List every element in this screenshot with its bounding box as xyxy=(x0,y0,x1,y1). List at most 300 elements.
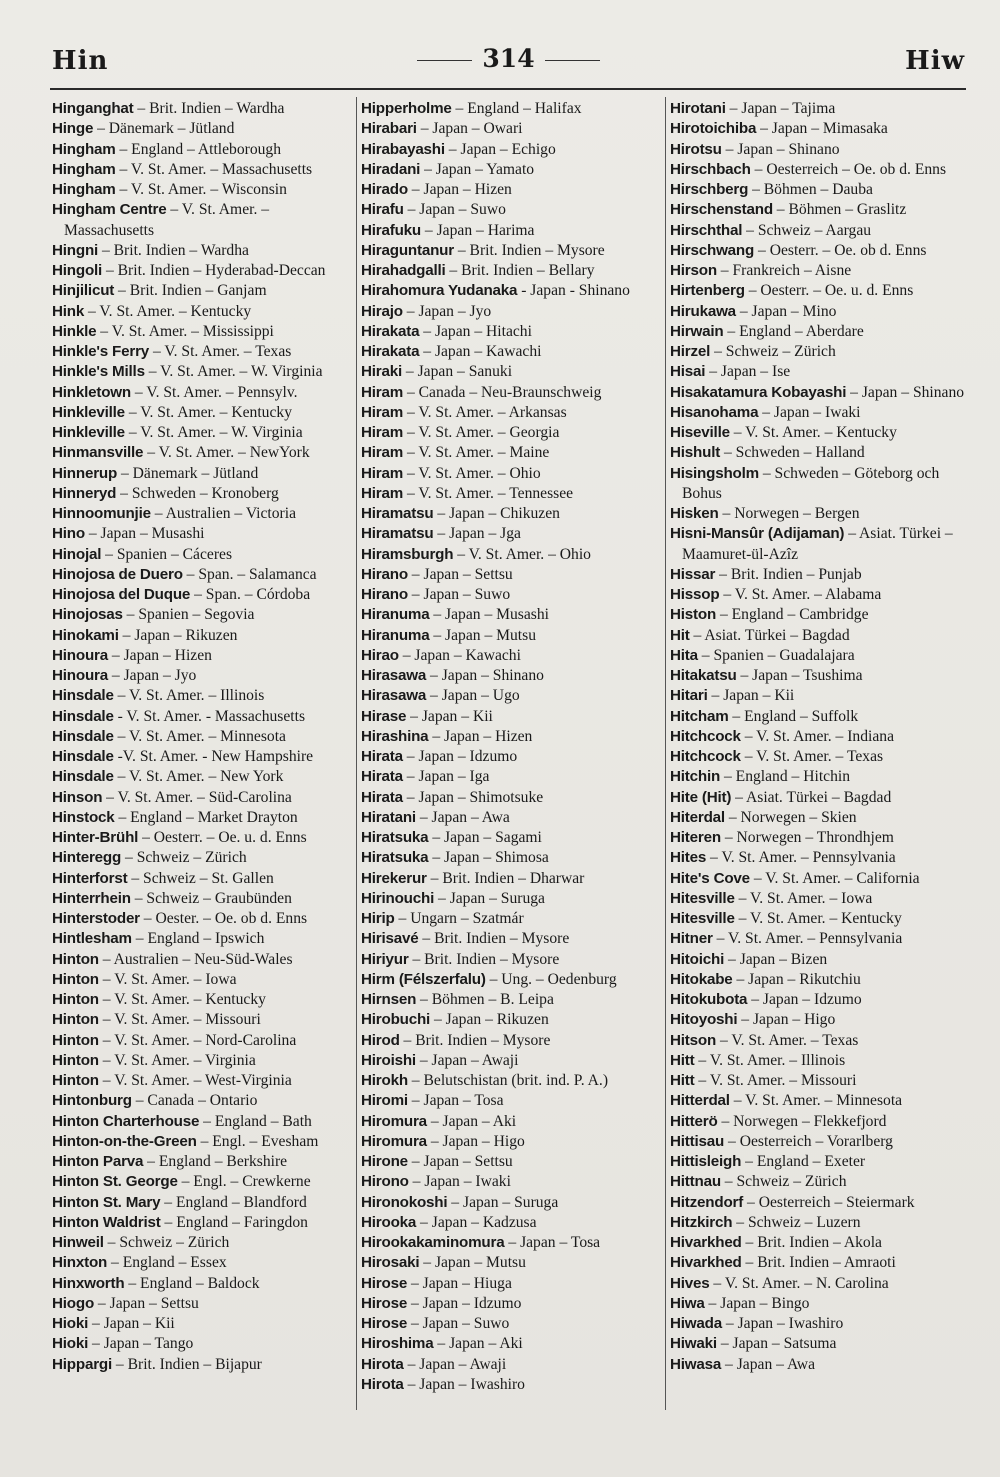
entry-location: – V. St. Amer. – New York xyxy=(113,768,284,786)
entry-location: – Japan – Jyo xyxy=(402,302,492,320)
entry-name: Hinjilicut xyxy=(52,282,115,300)
entry-name: Hinton St. Mary xyxy=(52,1193,161,1211)
entry xyxy=(361,180,663,200)
entry-name: Hitson xyxy=(670,1031,717,1049)
entry xyxy=(361,565,663,585)
entry-location: – Oesterr. – Oe. u. d. Enns xyxy=(138,829,307,846)
entry-name: Hirinouchi xyxy=(361,889,435,907)
entry-location: – V. St. Amer. – Ohio xyxy=(403,464,541,482)
header-dash-right xyxy=(545,60,600,61)
entry-location: – Norwegen – Skien xyxy=(724,808,857,826)
entry xyxy=(361,747,663,767)
entry-name: Hinweil xyxy=(52,1234,104,1251)
entry-location: - Japan - Shinano xyxy=(517,282,630,300)
entry-name: Hiteren xyxy=(670,829,721,846)
entry-name: Hittnau xyxy=(670,1173,721,1191)
entry xyxy=(670,646,970,666)
entry xyxy=(52,524,354,544)
entry-name: Hinkleville xyxy=(52,424,125,441)
entry xyxy=(670,929,970,949)
entry xyxy=(670,707,970,727)
entry-location: – V. St. Amer. – Iowa xyxy=(98,970,237,988)
entry-name: Hites xyxy=(670,849,707,867)
entry-location: – V. St. Amer. – Minnesota xyxy=(113,727,286,745)
entry-name: Hirokh xyxy=(361,1072,408,1089)
entry xyxy=(670,1334,970,1354)
entry xyxy=(52,464,354,484)
entry-name: Hirose xyxy=(361,1274,408,1292)
entry-name: Hirson xyxy=(670,262,717,279)
entry-name: Hiram xyxy=(361,403,404,421)
entry xyxy=(670,464,970,505)
entry xyxy=(52,1132,354,1152)
entry-name: Hirookakaminomura xyxy=(361,1234,505,1251)
entry-name: Hingoli xyxy=(52,262,103,279)
page-number: 314 xyxy=(482,44,535,73)
entry xyxy=(52,686,354,706)
entry-name: Hiriyur xyxy=(361,950,409,968)
entry xyxy=(670,1051,970,1071)
entry xyxy=(361,1294,663,1314)
entry-location: – Brit. Indien – Bijapur xyxy=(112,1355,262,1373)
entry-location: – England – Market Drayton xyxy=(114,808,298,826)
entry-name: Hiratsuka xyxy=(361,849,429,867)
entry-name: Hiram xyxy=(361,444,404,462)
entry xyxy=(361,362,663,382)
entry-name: Hirosaki xyxy=(361,1254,420,1272)
entry-location: – V. St. Amer. – Pennsylvania xyxy=(712,930,903,948)
entry-name: Hinxworth xyxy=(52,1274,125,1292)
entry xyxy=(361,707,663,727)
entry-location: – Japan – Hiuga xyxy=(407,1274,512,1292)
entry xyxy=(52,808,354,828)
entry xyxy=(670,241,970,261)
entry-name: Hissop xyxy=(670,586,720,603)
entry-location: – V. St. Amer. – Missouri xyxy=(98,1011,261,1029)
entry xyxy=(361,221,663,241)
entry-location: – Engl. – Crewkerne xyxy=(177,1173,311,1191)
entry-location: – Ungarn – Szatmár xyxy=(394,910,524,927)
entry xyxy=(52,1091,354,1111)
entry-name: Hirschenstand xyxy=(670,201,773,219)
entry-name: Hiromura xyxy=(361,1132,427,1150)
entry xyxy=(361,322,663,342)
entry xyxy=(52,889,354,909)
entry-name: Hinsdale xyxy=(52,768,114,786)
entry-name: Hittisau xyxy=(670,1132,725,1150)
entry-name: Hinton-on-the-Green xyxy=(52,1132,197,1150)
entry-location: – Spanien – Cáceres xyxy=(101,545,233,563)
entry xyxy=(52,322,354,342)
entry-location: – Japan – Sagami xyxy=(428,829,542,846)
entry-name: Hirnsen xyxy=(361,991,417,1008)
entry xyxy=(670,828,970,848)
entry xyxy=(361,889,663,909)
entry-name: Hinson xyxy=(52,788,103,806)
entry-name: Hipperholme xyxy=(361,100,452,117)
entry-name: Hirip xyxy=(361,910,395,927)
entry-location: – Japan – Kii xyxy=(707,687,795,705)
entry-location: – Japan – Bingo xyxy=(704,1294,810,1312)
entry-location: – Japan – Awaji xyxy=(403,1355,507,1373)
entry-location: – Schweiz – Zürich xyxy=(710,343,836,360)
entry xyxy=(670,970,970,990)
entry xyxy=(670,180,970,200)
entry xyxy=(361,241,663,261)
entry-location: – Japan – Jga xyxy=(433,525,521,543)
entry-name: Hirafu xyxy=(361,201,404,219)
entry-name: Histon xyxy=(670,606,717,624)
entry xyxy=(361,605,663,625)
entry-location: – Japan – Tosa xyxy=(407,1092,504,1110)
entry-location: – Japan – Kadzusa xyxy=(416,1213,537,1231)
entry xyxy=(361,1314,663,1334)
entry-name: Hirono xyxy=(361,1173,409,1191)
entry-name: Hissar xyxy=(670,565,716,583)
entry xyxy=(670,1193,970,1213)
entry xyxy=(361,585,663,605)
entry-location: – England – Cambridge xyxy=(716,606,869,624)
entry xyxy=(670,383,970,403)
entry-name: Hirisavé xyxy=(361,930,419,948)
entry-location: – V. St. Amer. – Nord-Carolina xyxy=(98,1031,297,1049)
entry-location: – Japan – Rikuzen xyxy=(430,1011,549,1029)
entry-location: – England – Suffolk xyxy=(728,707,859,725)
entry-location: – Dänemark – Jütland xyxy=(93,120,235,138)
entry xyxy=(361,1010,663,1030)
entry-name: Hirotoichiba xyxy=(670,120,757,138)
entry xyxy=(670,1132,970,1152)
page-header xyxy=(52,40,965,86)
entry-location: – Japan – Aki xyxy=(426,1112,517,1130)
entry-name: Hirabayashi xyxy=(361,140,445,158)
entry xyxy=(361,1233,663,1253)
entry-name: Hinxton xyxy=(52,1254,108,1272)
entry-name: Hishult xyxy=(670,444,721,462)
entry-location: – Japan – Ugo xyxy=(426,687,520,705)
entry-location: – V. St. Amer. – West-Virginia xyxy=(98,1072,292,1089)
entry-name: Hisai xyxy=(670,363,706,381)
entry-name: Hinkle xyxy=(52,322,97,340)
entry xyxy=(670,1233,970,1253)
entry-name: Hirzel xyxy=(670,343,711,360)
entry-location: – Japan – Iwaki xyxy=(408,1173,511,1191)
entry-name: Hiwada xyxy=(670,1315,722,1332)
entry-location: – Australien – Neu-Süd-Wales xyxy=(98,950,293,968)
entry-name: Hiwasa xyxy=(670,1355,722,1373)
entry-location: – England – Ipswich xyxy=(131,930,265,948)
entry xyxy=(361,626,663,646)
entry-name: Hinsdale xyxy=(52,727,114,745)
entry xyxy=(361,504,663,524)
entry-name: Hinter-Brühl xyxy=(52,829,139,846)
entry-location: – Böhmen – Dauba xyxy=(748,181,873,198)
entry xyxy=(361,848,663,868)
entry xyxy=(52,1213,354,1233)
entry-location: – V. St. Amer. – Massachusetts xyxy=(115,160,313,178)
entry xyxy=(361,1031,663,1051)
entry-name: Hitzkirch xyxy=(670,1213,733,1231)
entry-location: - V. St. Amer. - Massachusetts xyxy=(113,707,306,725)
entry xyxy=(52,1294,354,1314)
column-2 xyxy=(361,99,663,1395)
entry xyxy=(670,990,970,1010)
entry-location: – Span. – Córdoba xyxy=(190,586,311,603)
entry xyxy=(52,788,354,808)
entry-name: Hivarkhed xyxy=(670,1234,742,1251)
entry-location: – Japan – Shinano xyxy=(846,383,965,401)
entry xyxy=(52,605,354,625)
entry-location: – V. St. Amer. – W. Virginia xyxy=(124,424,303,441)
entry xyxy=(52,1112,354,1132)
entry xyxy=(52,869,354,889)
entry-name: Hinterrhein xyxy=(52,889,131,907)
entry-name: Hinojosas xyxy=(52,606,123,624)
entry-name: Hinsdale xyxy=(52,707,114,725)
entry-location: – V. St. Amer. – Kentucky xyxy=(84,302,252,320)
entry-name: Hinton xyxy=(52,1031,99,1049)
entry xyxy=(361,342,663,362)
entry-name: Hippargi xyxy=(52,1355,112,1373)
entry xyxy=(361,302,663,322)
entry xyxy=(361,281,663,301)
entry-location: – V. St. Amer. – Texas xyxy=(149,343,292,360)
entry xyxy=(52,1152,354,1172)
entry-name: Hinterstoder xyxy=(52,910,140,927)
entry-name: Hisken xyxy=(670,505,719,522)
entry xyxy=(52,707,354,727)
entry-location: – V. St. Amer. – Wisconsin xyxy=(115,181,287,198)
entry-location: – Japan – Satsuma xyxy=(716,1335,837,1353)
entry-name: Hinneryd xyxy=(52,484,117,502)
entry-location: – England – Hitchin xyxy=(720,768,851,786)
entry xyxy=(361,909,663,929)
entry-name: Hiramatsu xyxy=(361,505,434,522)
entry-name: Hirao xyxy=(361,646,399,664)
entry-location: – Japan – Harima xyxy=(421,221,535,239)
entry xyxy=(52,403,354,423)
entry xyxy=(670,1355,970,1375)
page-number-block xyxy=(52,44,965,73)
entry-location: – Japan – Awaji xyxy=(415,1051,519,1069)
entry-location: – Japan – Higo xyxy=(737,1011,836,1029)
entry-name: Hitcham xyxy=(670,707,729,725)
entry xyxy=(52,848,354,868)
entry-location: – Japan – Yamato xyxy=(420,160,535,178)
entry xyxy=(361,1355,663,1375)
entry-name: Hinoura xyxy=(52,667,108,684)
entry xyxy=(361,1091,663,1111)
entry-name: Hirota xyxy=(361,1375,404,1393)
entry xyxy=(52,160,354,180)
entry-location: – Engl. – Evesham xyxy=(196,1132,319,1150)
entry-location: – Japan – Settsu xyxy=(407,1153,513,1170)
entry-name: Hirose xyxy=(361,1315,408,1332)
entry-location: – Japan – Tosa xyxy=(504,1234,601,1251)
entry xyxy=(52,1051,354,1071)
entry xyxy=(52,1253,354,1273)
entry-location: – Frankreich – Aisne xyxy=(716,262,852,279)
entry-location: – Ung. – Oedenburg xyxy=(485,970,617,988)
entry xyxy=(52,545,354,565)
entry-name: Hinoura xyxy=(52,646,108,664)
entry-location: – England – Exeter xyxy=(741,1153,866,1170)
entry-name: Hioki xyxy=(52,1315,89,1332)
entry xyxy=(670,99,970,119)
entry-location: – Schweiz – Zürich xyxy=(720,1173,847,1191)
entry-name: Hinton xyxy=(52,950,99,968)
entry-name: Hirobuchi xyxy=(361,1011,431,1029)
entry-location: – Brit. Indien – Hyderabad-Deccan xyxy=(102,262,326,279)
entry-location: – Japan – Owari xyxy=(416,120,523,138)
entry-location: -V. St. Amer. - New Hampshire xyxy=(113,748,314,765)
entry-location: – Spanien – Guadalajara xyxy=(697,646,855,664)
entry-location: – Brit. Indien – Akola xyxy=(741,1234,882,1251)
entry xyxy=(670,909,970,929)
entry-name: Hinkle's Ferry xyxy=(52,343,150,360)
entry-name: Hinterforst xyxy=(52,869,128,887)
entry-location: – Japan – Musashi xyxy=(84,525,205,543)
entry xyxy=(52,1274,354,1294)
entry-location: – Japan – Rikutchiu xyxy=(732,970,861,988)
entry-name: Hisni-Mansûr (Adijaman) xyxy=(670,525,845,543)
entry xyxy=(52,626,354,646)
entry xyxy=(52,383,354,403)
entry-location: – Japan – Chikuzen xyxy=(433,505,560,522)
entry xyxy=(52,565,354,585)
entry xyxy=(670,403,970,423)
entry xyxy=(52,727,354,747)
entry-name: Hirota xyxy=(361,1355,404,1373)
entry xyxy=(670,443,970,463)
entry-location: – Schweiz – Graubünden xyxy=(130,889,292,907)
entry xyxy=(361,1071,663,1091)
entry-location: – Japan – Rikuzen xyxy=(118,626,238,644)
entry-location: – Japan – Hitachi xyxy=(419,322,532,340)
entry-location: – England – Halifax xyxy=(451,100,582,117)
entry-name: Hinokami xyxy=(52,626,119,644)
entry-name: Hiradani xyxy=(361,160,421,178)
entry-name: Hiranuma xyxy=(361,626,430,644)
entry xyxy=(361,686,663,706)
entry-location: – England – Essex xyxy=(107,1254,227,1272)
entry-name: Hitzendorf xyxy=(670,1193,744,1211)
entry-name: Hirschberg xyxy=(670,181,749,198)
entry-location: – Oesterr. – Oe. u. d. Enns xyxy=(744,282,914,300)
entry xyxy=(361,1172,663,1192)
entry-name: Hinganghat xyxy=(52,100,134,117)
entry-name: Hirschwang xyxy=(670,241,755,259)
entry-name: Hinsdale xyxy=(52,687,114,705)
entry xyxy=(670,848,970,868)
entry xyxy=(52,119,354,139)
entry xyxy=(361,160,663,180)
entry-location: – Oesterreich – Steiermark xyxy=(743,1193,915,1211)
entry-name: Hiramsburgh xyxy=(361,545,454,563)
entry-location: – V. St. Amer. – NewYork xyxy=(143,444,310,462)
entry xyxy=(52,1193,354,1213)
entry-location: – Oesterreich – Vorarlberg xyxy=(724,1132,893,1150)
entry xyxy=(52,1314,354,1334)
entry xyxy=(52,443,354,463)
entry xyxy=(52,140,354,160)
entry xyxy=(670,727,970,747)
entry-name: Hinton xyxy=(52,1051,99,1069)
entry xyxy=(52,990,354,1010)
entry-name: Hinstock xyxy=(52,808,115,826)
entry xyxy=(361,828,663,848)
entry-name: Hitterö xyxy=(670,1112,718,1130)
entry-location: – Canada – Ontario xyxy=(131,1092,258,1110)
entry xyxy=(670,626,970,646)
entry-name: Hiwa xyxy=(670,1294,705,1312)
entry-location: – Japan – Hizen xyxy=(407,181,512,198)
entry-name: Hitesville xyxy=(670,910,735,927)
entry-location: – England – Aberdare xyxy=(723,322,864,340)
entry-location: – Brit. Indien – Wardha xyxy=(98,241,249,259)
entry-location: – Japan – Mutsu xyxy=(419,1254,526,1272)
entry-location: – Schweiz – Zürich xyxy=(121,849,247,867)
entry-name: Hinton Parva xyxy=(52,1153,144,1170)
entry xyxy=(361,950,663,970)
entry xyxy=(670,666,970,686)
entry-location: – V. St. Amer. – Tennessee xyxy=(403,484,574,502)
entry xyxy=(52,970,354,990)
entry-name: Hitesville xyxy=(670,889,735,907)
entry-location: – V. St. Amer. – Missouri xyxy=(694,1072,857,1089)
entry xyxy=(670,889,970,909)
entry xyxy=(670,322,970,342)
entry xyxy=(670,200,970,220)
entry-name: Hirajo xyxy=(361,302,403,320)
entry-location: – Japan – Tsushima xyxy=(736,667,863,684)
column-divider-1 xyxy=(356,97,357,1410)
entry xyxy=(670,342,970,362)
entry-location: – Japan – Tango xyxy=(88,1335,194,1353)
entry-location: – Japan – Mimasaka xyxy=(756,120,888,138)
entry-name: Hitokabe xyxy=(670,970,733,988)
entry xyxy=(361,1375,663,1395)
entry-location: – Schweden – Kronoberg xyxy=(116,484,279,502)
entry xyxy=(52,342,354,362)
entry-name: Hite's Cove xyxy=(670,869,750,887)
entry xyxy=(670,1071,970,1091)
entry xyxy=(361,443,663,463)
header-first-entry: Hin xyxy=(52,46,109,76)
entry-name: Hiroshima xyxy=(361,1335,434,1353)
entry-name: Hisakatamura Kobayashi xyxy=(670,383,847,401)
entry-location: – England – Blandford xyxy=(160,1193,307,1211)
entry-name: Hinnoomunjie xyxy=(52,505,151,522)
entry xyxy=(52,828,354,848)
entry xyxy=(670,1010,970,1030)
entry-name: Hite (Hit) xyxy=(670,788,732,806)
header-dash-left xyxy=(417,60,472,61)
entry-location: – Japan – Hizen xyxy=(428,727,533,745)
entry-location: – Japan – Suwo xyxy=(403,201,506,219)
entry-name: Hiram xyxy=(361,424,404,441)
entry xyxy=(361,646,663,666)
entry xyxy=(670,808,970,828)
entry xyxy=(52,1031,354,1051)
entry xyxy=(361,767,663,787)
entry-name: Hingham xyxy=(52,140,116,158)
entry-location: – Schweden – Göteborg och Bohus xyxy=(682,464,940,502)
entry xyxy=(361,666,663,686)
entry xyxy=(52,200,354,241)
entry xyxy=(670,1314,970,1334)
entry-location: – England – Baldock xyxy=(124,1274,260,1292)
